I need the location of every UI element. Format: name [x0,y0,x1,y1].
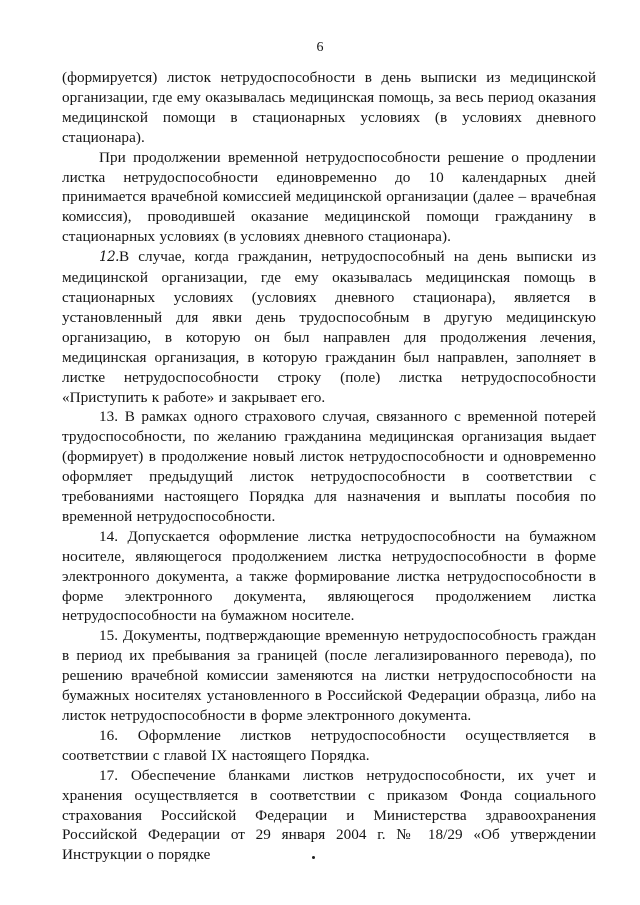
paragraph-item-12 [62,247,596,407]
scan-speck [312,856,315,859]
page-number: 6 [316,40,324,55]
paragraph-extension-decision: При продолжении временной нетрудоспособности решение о продлении листка нетрудоспособности единовременно до 10 календарных дней принимается врачебной комиссией медицинской организации (далее – врачебная комиссия), проводившей оказание медицинской помощи гражданину в стационарных условиях (в условиях дневного стационара). [62,148,596,246]
paragraph-item-16: 16. Оформление листков нетрудоспособности осуществляется в соответствии с главой IX настоящего Порядка. [62,726,596,764]
document-body [62,68,596,865]
paragraph-item-15: 15. Документы, подтверждающие временную нетрудоспособность граждан в период их пребывания за границей (после легализированного перевода), по решению врачебной комиссии заменяются на листки нетрудоспособности на бумажных носителях установленного в Российской Федерации образца, либо на листок нетрудоспособности в форме электронного документа. [62,627,596,724]
paragraph-item-17: 17. Обеспечение бланками листков нетрудоспособности, их учет и хранения осуществляется в соответствии с приказом Фонда социального страхования Российской Федерации и Министерства здравоохранения Российской Федерации от 29 января 2004 г. № 18/29 «Об утверждении Инструкции о порядке [62,766,596,864]
handwritten-item-number: 12. [99,249,119,266]
paragraph-item-13: 13. В рамках одного страхового случая, связанного с временной потерей трудоспособности, по желанию гражданина медицинская организация выдает (формирует) в продолжение новый листок нетрудоспособности и одновременно оформляет предыдущий листок нетрудоспособности в соответствии с требованиями настоящего Порядка для назначения и выплаты пособия по временной нетрудоспособности. [62,408,596,525]
paragraph-item-14: 14. Допускается оформление листка нетрудоспособности на бумажном носителе, являющегося продолжением листка нетрудоспособности в форме электронного документа, а также формирование листка нетрудоспособности в форме электронного документа, являющегося продолжением листка нетрудоспособности на бумажном носителе. [62,527,596,625]
paragraph-item-12-text: В случае, когда гражданин, нетрудоспособный на день выписки из медицинской организации, где ему оказывалась медицинская помощь в стационарных условиях (условиях дневного стационара), является в установленный для явки день трудоспособным в другую медицинскую организацию, в которую он был направлен для продолжения лечения, медицинская организация, в которую гражданин был направлен, заполняет в листке нетрудоспособности строку (поле) листка нетрудоспособности «Приступить к работе» и закрывает его. [62,248,596,406]
paragraph-continuation: (формируется) листок нетрудоспособности в день выписки из медицинской организации, где ему оказывалась медицинская помощь, за весь период оказания медицинской помощи в стационарных условиях (в условиях дневного стационара). [62,69,596,146]
